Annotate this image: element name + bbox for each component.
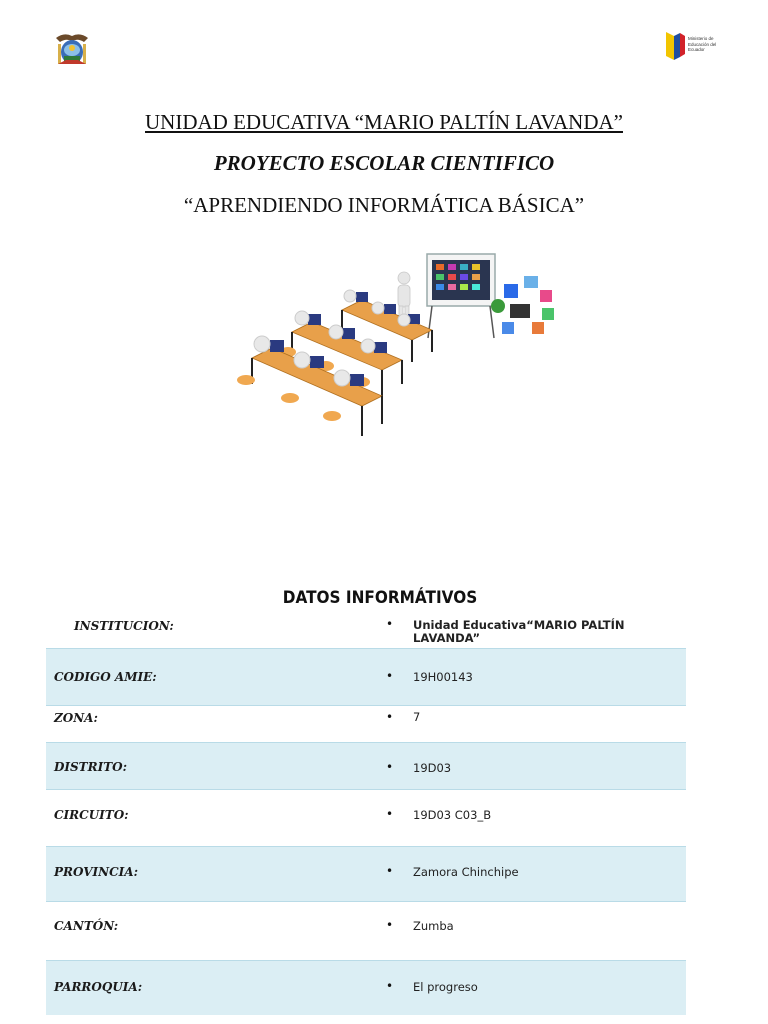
table-row bbox=[46, 705, 686, 742]
bullet-icon: • bbox=[386, 617, 394, 631]
row-label: INSTITUCION: bbox=[74, 619, 174, 633]
section-title: DATOS INFORMÁTIVOS bbox=[282, 588, 478, 608]
row-value: Zumba bbox=[413, 919, 454, 933]
projection-screen-icon bbox=[427, 254, 495, 338]
row-value: El progreso bbox=[413, 980, 478, 994]
row-label: DISTRITO: bbox=[54, 760, 128, 774]
office-apps-icon bbox=[491, 276, 554, 334]
coat-of-arms-icon bbox=[52, 30, 92, 68]
row-label: CANTÓN: bbox=[54, 919, 119, 933]
bullet-icon: • bbox=[386, 760, 394, 774]
table-row bbox=[46, 901, 686, 960]
table-row bbox=[46, 742, 686, 789]
row-label: PROVINCIA: bbox=[54, 865, 139, 879]
table-row bbox=[46, 789, 686, 846]
table-row bbox=[46, 846, 686, 901]
row-value: 19D03 bbox=[413, 761, 452, 775]
school-name-title: UNIDAD EDUCATIVA “MARIO PALTÍN LAVANDA” bbox=[145, 110, 623, 134]
row-label: CODIGO AMIE: bbox=[54, 670, 157, 684]
project-type-title: PROYECTO ESCOLAR CIENTIFICO bbox=[213, 151, 555, 175]
computer-classroom-illustration bbox=[232, 248, 562, 478]
ministry-logo bbox=[664, 30, 720, 64]
row-label: ZONA: bbox=[54, 711, 98, 725]
table-row bbox=[46, 612, 686, 648]
info-table bbox=[46, 612, 686, 1015]
bullet-icon: • bbox=[386, 710, 394, 724]
row-value: Unidad Educativa“MARIO PALTÍN LAVANDA” bbox=[413, 618, 625, 645]
row-value: 19H00143 bbox=[413, 670, 473, 684]
row-label: CIRCUITO: bbox=[54, 808, 129, 822]
project-name-title: “APRENDIENDO INFORMÁTICA BÁSICA” bbox=[183, 193, 585, 217]
bullet-icon: • bbox=[386, 669, 394, 683]
row-value: 7 bbox=[413, 710, 421, 724]
table-row bbox=[46, 960, 686, 1015]
ministry-logo-text: Ministerio de Educación del Ecuador bbox=[688, 36, 717, 52]
row-value: Zamora Chinchipe bbox=[413, 865, 519, 879]
bullet-icon: • bbox=[386, 807, 394, 821]
row-value: 19D03 C03_B bbox=[413, 808, 492, 822]
row-label: PARROQUIA: bbox=[54, 980, 143, 994]
bullet-icon: • bbox=[386, 918, 394, 932]
ecuador-flag-icon bbox=[664, 30, 686, 62]
bullet-icon: • bbox=[386, 979, 394, 993]
table-row bbox=[46, 648, 686, 705]
bullet-icon: • bbox=[386, 864, 394, 878]
